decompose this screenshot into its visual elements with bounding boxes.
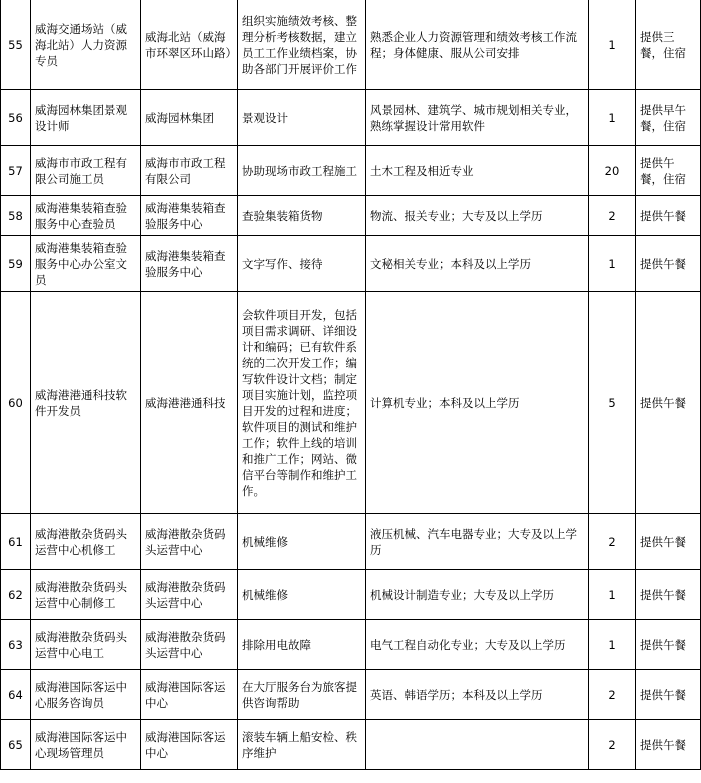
position-cell: 威海港散杂货码头运营中心机修工 xyxy=(31,514,141,570)
duty-cell: 在大厅服务台为旅客提供咨询帮助 xyxy=(238,670,366,720)
employer-cell: 威海港散杂货码头运营中心 xyxy=(141,570,238,620)
headcount-cell: 1 xyxy=(589,236,636,292)
employer-cell: 威海园林集团 xyxy=(141,90,238,146)
headcount-cell: 2 xyxy=(589,196,636,236)
table-row xyxy=(1,570,701,620)
duty-cell: 查验集装箱货物 xyxy=(238,196,366,236)
table-row xyxy=(1,720,701,770)
row-number-cell: 59 xyxy=(1,236,31,292)
row-number-cell: 61 xyxy=(1,514,31,570)
table-row xyxy=(1,292,701,514)
headcount-cell: 1 xyxy=(589,90,636,146)
row-number-cell: 62 xyxy=(1,570,31,620)
position-cell: 威海港散杂货码头运营中心电工 xyxy=(31,620,141,670)
position-cell: 威海港港通科技软件开发员 xyxy=(31,292,141,514)
requirement-cell: 熟悉企业人力资源管理和绩效考核工作流程；身体健康、服从公司安排 xyxy=(366,0,589,90)
headcount-cell: 5 xyxy=(589,292,636,514)
employer-cell: 威海港国际客运中心 xyxy=(141,670,238,720)
requirement-cell: 机械设计制造专业；大专及以上学历 xyxy=(366,570,589,620)
position-cell: 威海港集装箱查验服务中心查验员 xyxy=(31,196,141,236)
headcount-cell: 2 xyxy=(589,514,636,570)
duty-cell: 机械维修 xyxy=(238,570,366,620)
requirement-cell: 物流、报关专业；大专及以上学历 xyxy=(366,196,589,236)
position-cell: 威海港国际客运中心服务咨询员 xyxy=(31,670,141,720)
requirement-cell: 英语、韩语学历；本科及以上学历 xyxy=(366,670,589,720)
position-cell: 威海港集装箱查验服务中心办公室文员 xyxy=(31,236,141,292)
employer-cell: 威海市市政工程有限公司 xyxy=(141,146,238,196)
headcount-cell: 20 xyxy=(589,146,636,196)
employer-cell: 威海港散杂货码头运营中心 xyxy=(141,514,238,570)
position-cell: 威海市市政工程有限公司施工员 xyxy=(31,146,141,196)
employer-cell: 威海港港通科技 xyxy=(141,292,238,514)
table-row xyxy=(1,670,701,720)
benefit-cell: 提供午餐 xyxy=(636,620,701,670)
headcount-cell: 1 xyxy=(589,620,636,670)
duty-cell: 景观设计 xyxy=(238,90,366,146)
duty-cell: 滚装车辆上船安检、秩序维护 xyxy=(238,720,366,770)
benefit-cell: 提供午餐 xyxy=(636,236,701,292)
row-number-cell: 57 xyxy=(1,146,31,196)
requirement-cell: 电气工程自动化专业；大专及以上学历 xyxy=(366,620,589,670)
requirement-cell xyxy=(366,720,589,770)
employer-cell: 威海港散杂货码头运营中心 xyxy=(141,620,238,670)
employer-cell: 威海港国际客运中心 xyxy=(141,720,238,770)
table-row xyxy=(1,146,701,196)
row-number-cell: 55 xyxy=(1,0,31,90)
benefit-cell: 提供早午餐，住宿 xyxy=(636,90,701,146)
duty-cell: 机械维修 xyxy=(238,514,366,570)
headcount-cell: 2 xyxy=(589,670,636,720)
row-number-cell: 65 xyxy=(1,720,31,770)
employer-cell: 威海港集装箱查验服务中心 xyxy=(141,236,238,292)
benefit-cell: 提供午餐 xyxy=(636,514,701,570)
requirement-cell: 液压机械、汽车电器专业；大专及以上学历 xyxy=(366,514,589,570)
duty-cell: 文字写作、接待 xyxy=(238,236,366,292)
benefit-cell: 提供午餐 xyxy=(636,720,701,770)
position-cell: 威海港国际客运中心现场管理员 xyxy=(31,720,141,770)
table-row xyxy=(1,90,701,146)
benefit-cell: 提供三餐，住宿 xyxy=(636,0,701,90)
headcount-cell: 2 xyxy=(589,720,636,770)
requirement-cell: 文秘相关专业；本科及以上学历 xyxy=(366,236,589,292)
requirement-cell: 计算机专业；本科及以上学历 xyxy=(366,292,589,514)
row-number-cell: 56 xyxy=(1,90,31,146)
headcount-cell: 1 xyxy=(589,0,636,90)
headcount-cell: 1 xyxy=(589,570,636,620)
table-row xyxy=(1,196,701,236)
row-number-cell: 58 xyxy=(1,196,31,236)
position-cell: 威海园林集团景观设计师 xyxy=(31,90,141,146)
position-cell: 威海交通场站（威海北站）人力资源专员 xyxy=(31,0,141,90)
row-number-cell: 64 xyxy=(1,670,31,720)
table-row xyxy=(1,236,701,292)
benefit-cell: 提供午餐 xyxy=(636,670,701,720)
requirement-cell: 土木工程及相近专业 xyxy=(366,146,589,196)
duty-cell: 排除用电故障 xyxy=(238,620,366,670)
benefit-cell: 提供午餐，住宿 xyxy=(636,146,701,196)
row-number-cell: 60 xyxy=(1,292,31,514)
duty-cell: 组织实施绩效考核、整理分析考核数据，建立员工工作业绩档案，协助各部门开展评价工作 xyxy=(238,0,366,90)
benefit-cell: 提供午餐 xyxy=(636,196,701,236)
position-cell: 威海港散杂货码头运营中心制修工 xyxy=(31,570,141,620)
duty-cell: 协助现场市政工程施工 xyxy=(238,146,366,196)
employer-cell: 威海北站（威海市环翠区环山路） xyxy=(141,0,238,90)
duty-cell: 会软件项目开发，包括项目需求调研、详细设计和编码；已有软件系统的二次开发工作；编写软件设计文档；制定项目实施计划，监控项目开发的过程和进度；软件项目的测试和维护工作；软件上线的培训和推广工作；网站、微信平台等制作和维护工作。 xyxy=(238,292,366,514)
benefit-cell: 提供午餐 xyxy=(636,570,701,620)
table-row xyxy=(1,620,701,670)
table-row xyxy=(1,0,701,90)
benefit-cell: 提供午餐 xyxy=(636,292,701,514)
requirement-cell: 风景园林、建筑学、城市规划相关专业，熟练掌握设计常用软件 xyxy=(366,90,589,146)
employer-cell: 威海港集装箱查验服务中心 xyxy=(141,196,238,236)
table-row xyxy=(1,514,701,570)
row-number-cell: 63 xyxy=(1,620,31,670)
